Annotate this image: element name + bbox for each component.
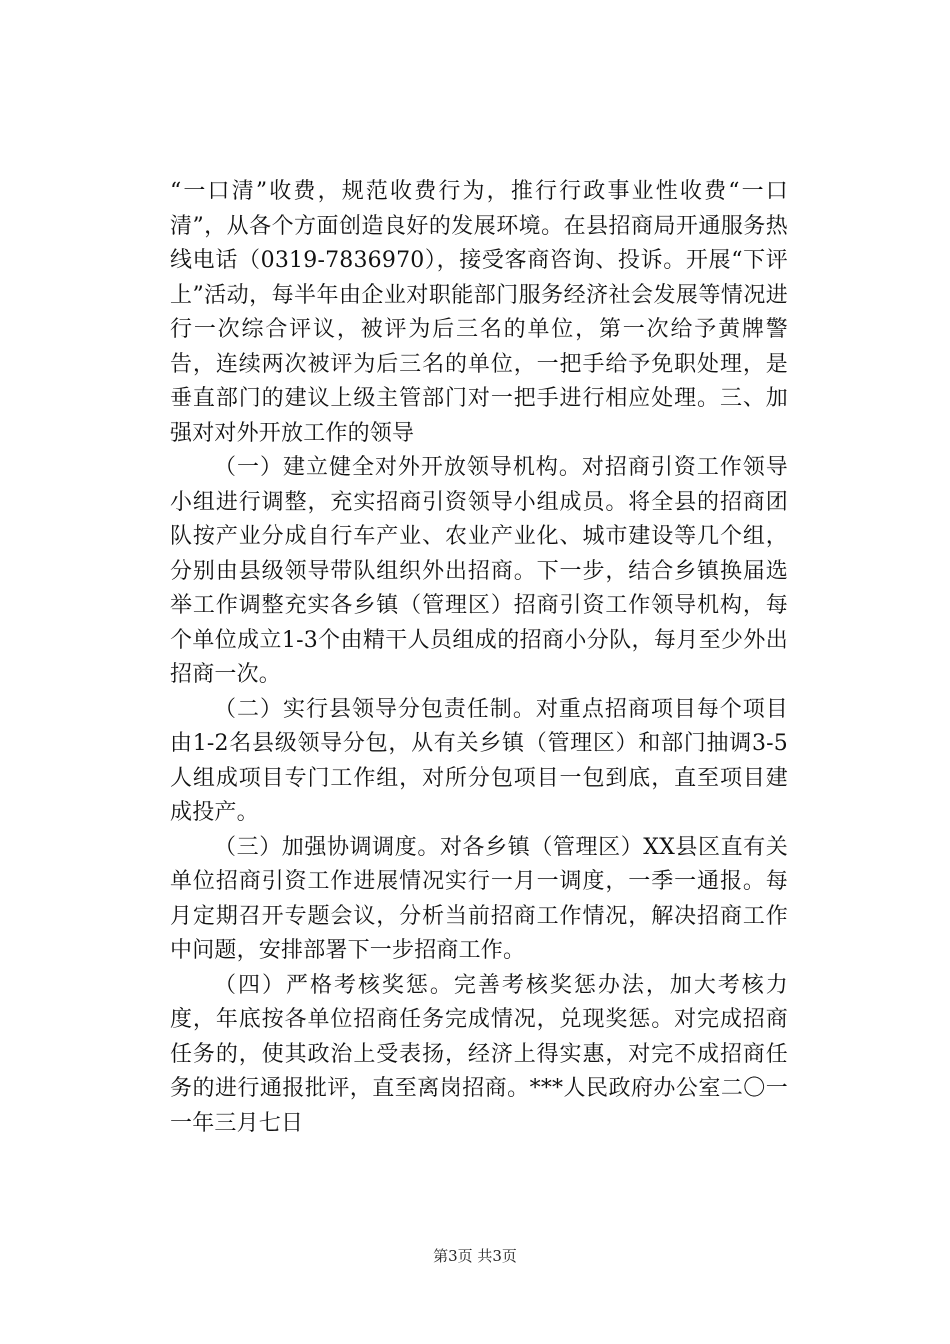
paragraph-section-4: （四）严格考核奖惩。完善考核奖惩办法，加大考核力度，年底按各单位招商任务完成情况，兑现奖惩。对完成招商任务的，使其政治上受表扬，经济上得实惠，对完不成招商任务的进行通报批评，直至离岗招商。***人民政府办公室二〇一一年三月七日 (170, 972, 788, 1136)
paragraph-continuation: “一口清”收费，规范收费行为，推行行政事业性收费“一口清”，从各个方面创造良好的发展环境。在县招商局开通服务热线电话（0319-7836970），接受客商咨询、投诉。开展“下评上”活动，每半年由企业对职能部门服务经济社会发展等情况进行一次综合评议，被评为后三名的单位，第一次给予黄牌警告，连续两次被评为后三名的单位，一把手给予免职处理，是垂直部门的建议上级主管部门对一把手进行相应处理。三、加强对对外开放工作的领导 (170, 179, 788, 446)
paragraph-section-2: （二）实行县领导分包责任制。对重点招商项目每个项目由1-2名县级领导分包，从有关乡镇（管理区）和部门抽调3-5人组成项目专门工作组，对所分包项目一包到底，直至项目建成投产。 (170, 696, 788, 825)
page-footer: 第3页 共3页 (433, 1247, 517, 1265)
paragraph-section-1: （一）建立健全对外开放领导机构。对招商引资工作领导小组进行调整，充实招商引资领导小组成员。将全县的招商团队按产业分成自行车产业、农业产业化、城市建设等几个组，分别由县级领导带队组织外出招商。下一步，结合乡镇换届选举工作调整充实各乡镇（管理区）招商引资工作领导机构，每个单位成立1-3个由精干人员组成的招商小分队，每月至少外出招商一次。 (170, 455, 788, 687)
paragraph-section-3: （三）加强协调调度。对各乡镇（管理区）XX县区直有关单位招商引资工作进展情况实行一月一调度，一季一通报。每月定期召开专题会议，分析当前招商工作情况，解决招商工作中问题，安排部署下一步招商工作。 (170, 834, 788, 963)
document-body (170, 175, 788, 1141)
